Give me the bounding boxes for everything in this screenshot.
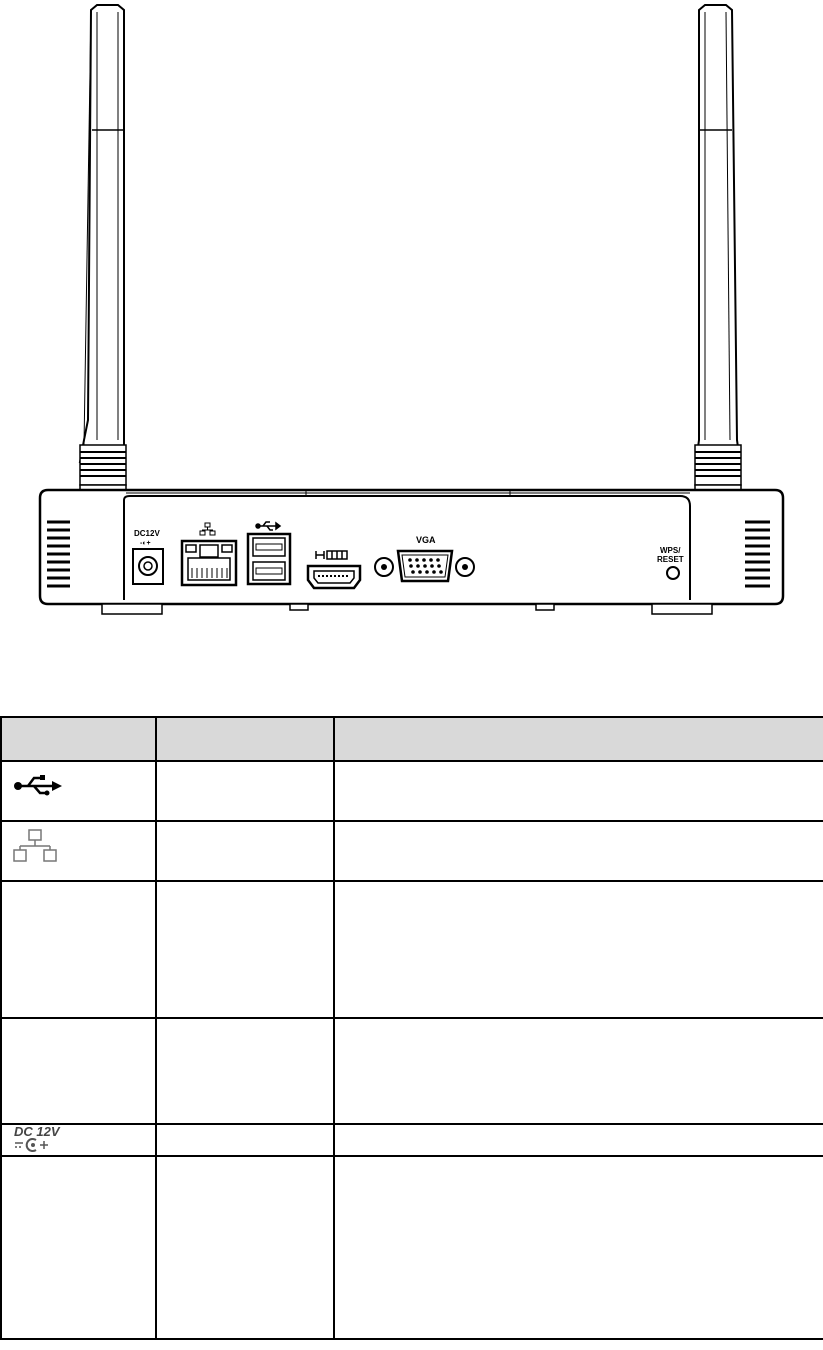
dc-power-icon-label: DC 12V bbox=[14, 1124, 60, 1139]
table-header-row bbox=[1, 717, 823, 761]
dc-polarity-symbol: -◐+ bbox=[140, 540, 151, 547]
row-description bbox=[334, 821, 823, 881]
table-row bbox=[1, 761, 823, 821]
device-rear-panel-illustration bbox=[0, 0, 823, 640]
dc-power-icon bbox=[14, 1138, 50, 1152]
row-name bbox=[156, 761, 334, 821]
table-row bbox=[1, 1124, 823, 1156]
row-description bbox=[334, 1156, 823, 1339]
row-description bbox=[334, 881, 823, 1018]
right-antenna bbox=[695, 5, 741, 555]
reset-label: RESET bbox=[657, 555, 684, 564]
row-description bbox=[334, 1124, 823, 1156]
row-icon-cell bbox=[1, 1018, 156, 1124]
row-icon-cell bbox=[1, 821, 156, 881]
table-row bbox=[1, 1018, 823, 1124]
table-row bbox=[1, 881, 823, 1018]
header-name bbox=[156, 717, 334, 761]
row-icon-cell bbox=[1, 1156, 156, 1339]
row-description bbox=[334, 761, 823, 821]
row-name bbox=[156, 1124, 334, 1156]
row-name bbox=[156, 1156, 334, 1339]
port-description-table bbox=[0, 716, 823, 1340]
row-name bbox=[156, 821, 334, 881]
row-icon-cell bbox=[1, 761, 156, 821]
usb-icon bbox=[12, 770, 64, 798]
header-icon bbox=[1, 717, 156, 761]
wps-label: WPS/ bbox=[660, 546, 681, 555]
row-name bbox=[156, 1018, 334, 1124]
left-antenna bbox=[80, 5, 126, 555]
vga-port-label: VGA bbox=[416, 535, 436, 545]
row-icon-cell bbox=[1, 881, 156, 1018]
network-icon bbox=[12, 828, 60, 864]
header-description bbox=[334, 717, 823, 761]
table-row bbox=[1, 821, 823, 881]
row-icon-cell bbox=[1, 1124, 156, 1156]
row-name bbox=[156, 881, 334, 1018]
dc-power-port bbox=[133, 529, 163, 584]
dc-port-label: DC12V bbox=[134, 529, 160, 538]
row-description bbox=[334, 1018, 823, 1124]
table-row bbox=[1, 1156, 823, 1339]
